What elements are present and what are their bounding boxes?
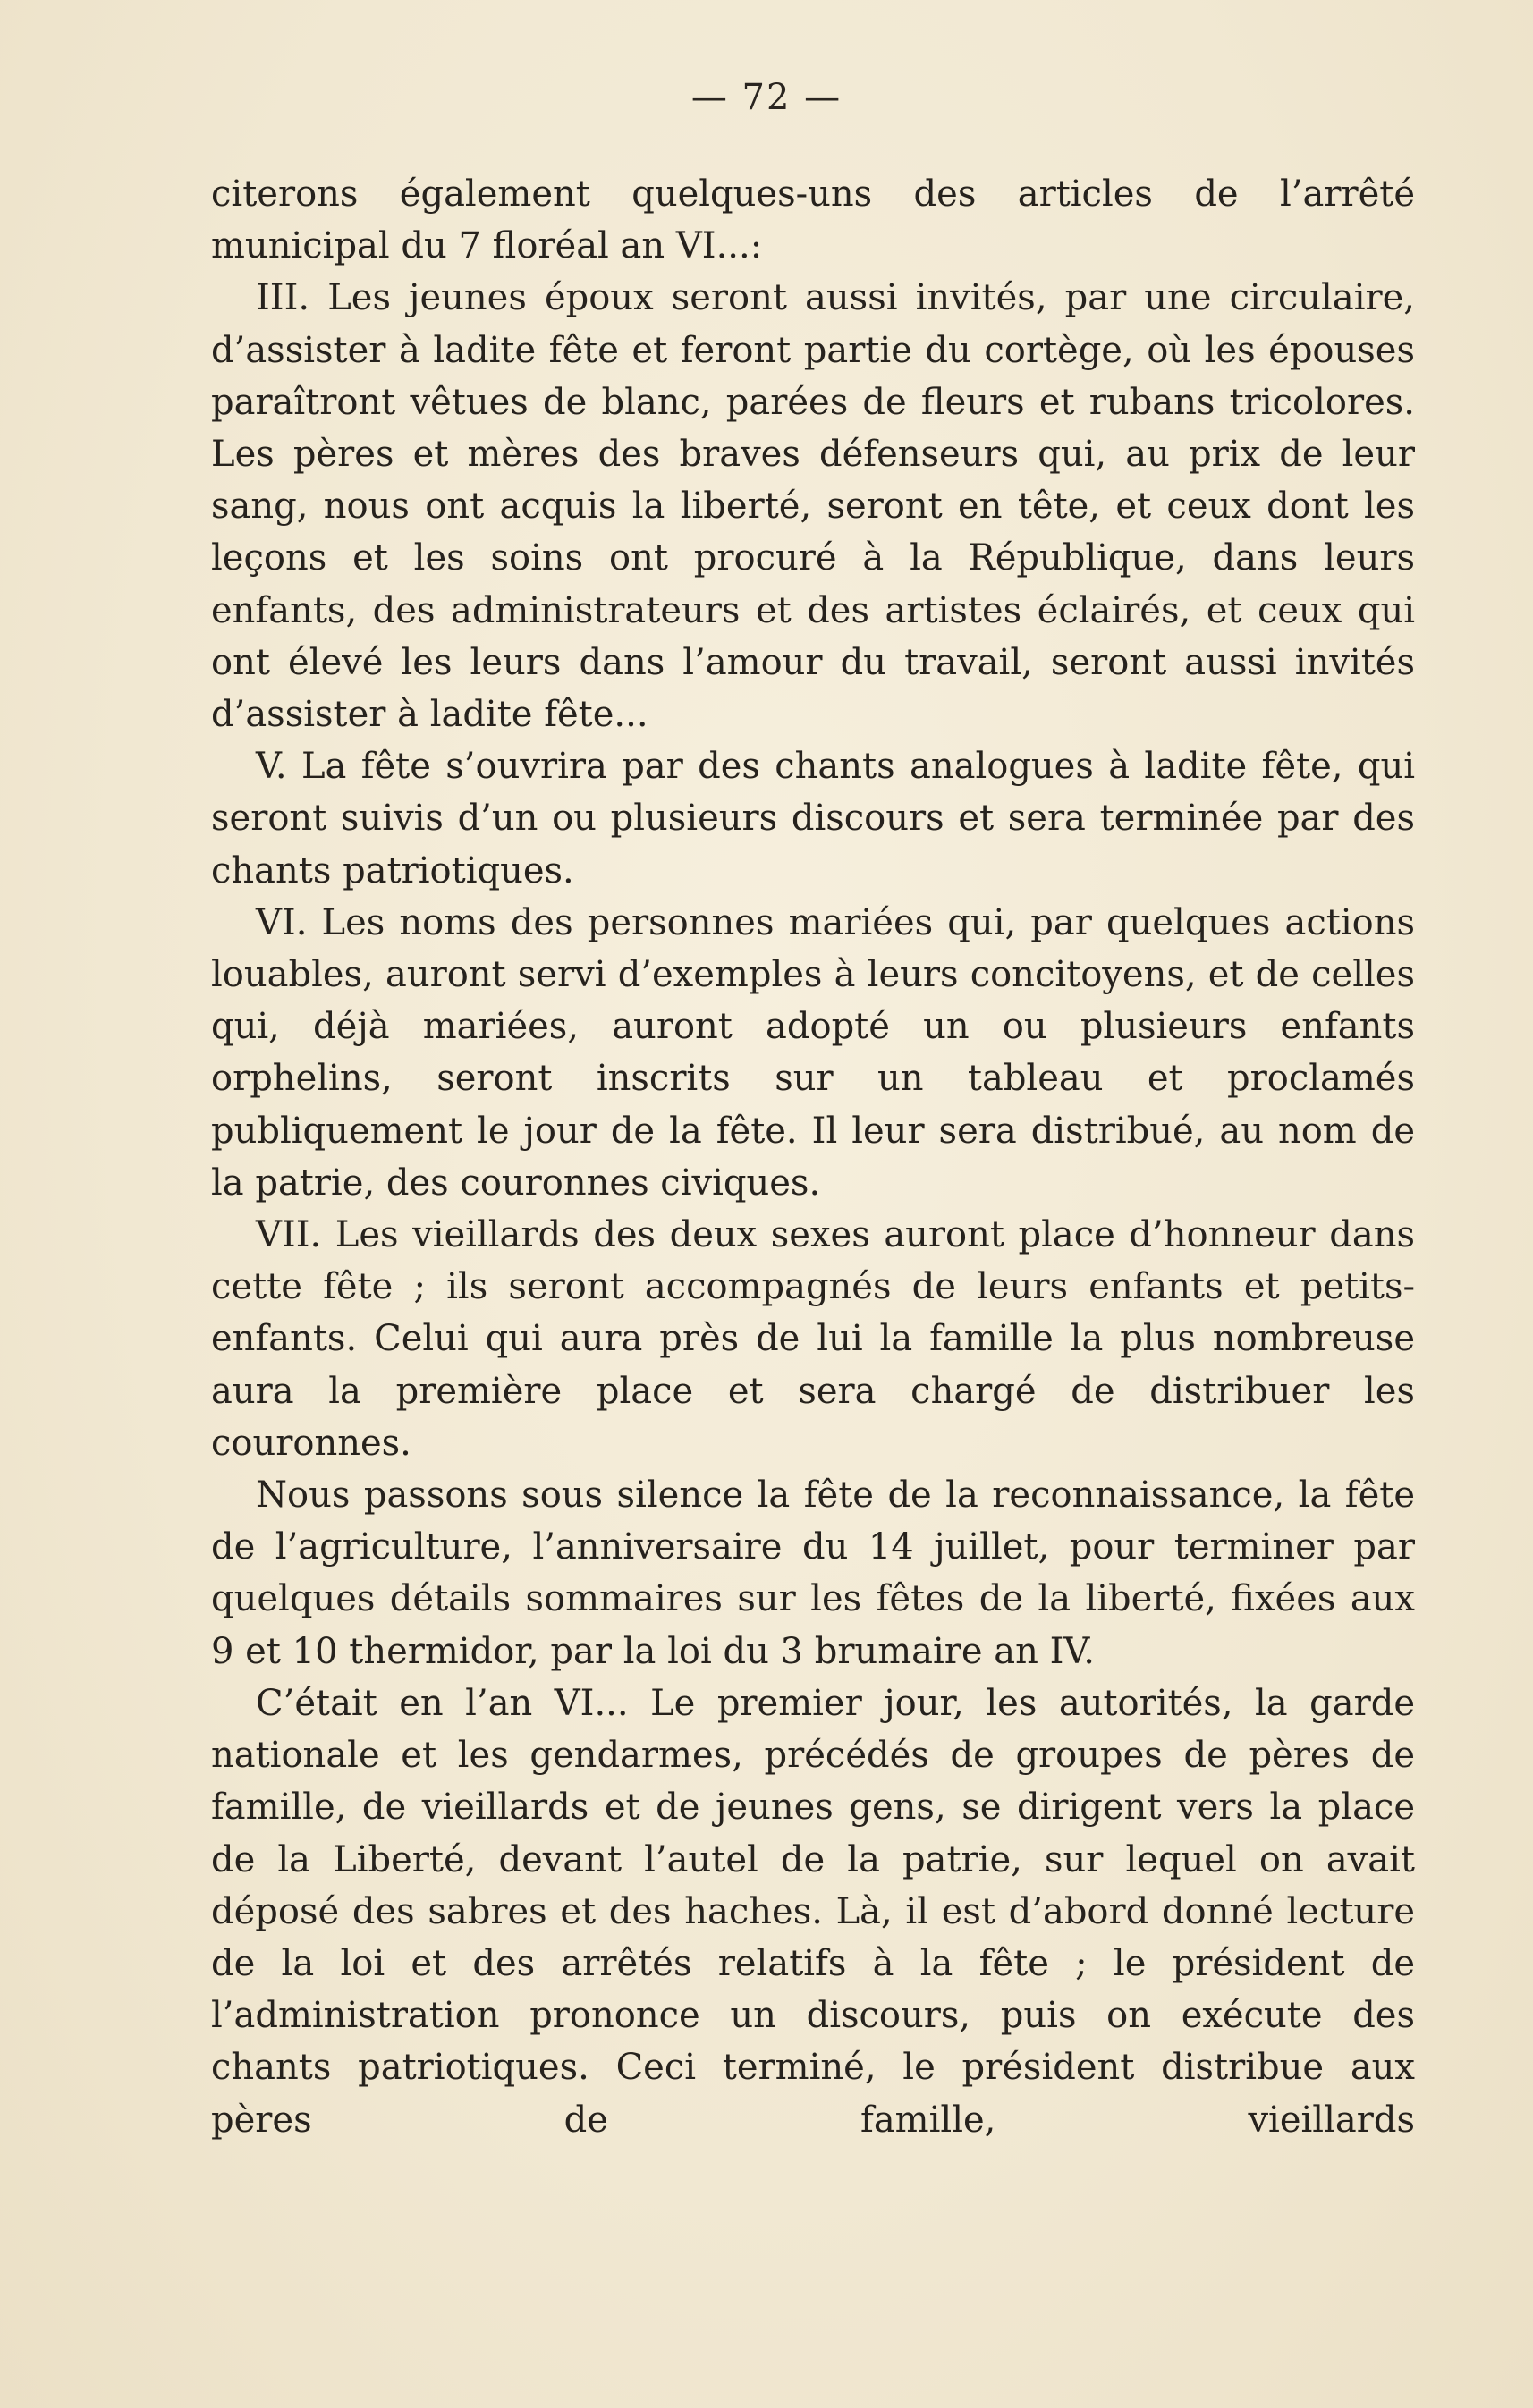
paragraph-article-vii: VII. Les vieillards des deux sexes auront place d’honneur dans cette fête ; ils seront accompagnés de leurs enfants et petits-enfants. Celui qui aura près de lui la famille la plus nombreuse aura la première place et sera chargé de distribuer les couronnes.	[211, 1214, 1415, 1464]
paragraph-continuation: citerons également quelques-uns des articles de l’arrêté municipal du 7 floréal an VI...:	[211, 173, 1415, 267]
body-text	[211, 168, 1415, 2146]
paragraph-article-vi: VI. Les noms des personnes mariées qui, par quelques actions louables, auront servi d’exemples à leurs concitoyens, et de celles qui, déjà mariées, auront adopté un ou plusieurs enfants orphelins, seront inscrits sur un tableau et proclamés publiquement le jour de la fête. Il leur sera distribué, au nom de la patrie, des couronnes civiques.	[211, 901, 1415, 1204]
paragraph-article-v: V. La fête s’ouvrira par des chants analogues à ladite fête, qui seront suivis d’un ou plusieurs discours et sera terminée par des chants patriotiques.	[211, 746, 1415, 891]
paragraph-an-vi: C’était en l’an VI... Le premier jour, les autorités, la garde nationale et les gendarmes, précédés de groupes de pères de famille, de vieillards et de jeunes gens, se dirigent vers la place de la Liberté, devant l’autel de la patrie, sur lequel on avait déposé des sabres et des haches. Là, il est d’abord donné lecture de la loi et des arrêtés relatifs à la fête ; le président de l’administration prononce un discours, puis on exécute des chants patriotiques. Ceci terminé, le président distribue aux pères de famille, vieillards	[211, 1682, 1415, 2141]
page-number: — 72 —	[690, 77, 843, 118]
paragraph-fetes: Nous passons sous silence la fête de la reconnaissance, la fête de l’agriculture, l’anniversaire du 14 juillet, pour terminer par quelques détails sommaires sur les fêtes de la liberté, fixées aux 9 et 10 thermidor, par la loi du 3 brumaire an IV.	[211, 1474, 1415, 1672]
paragraph-article-iii: III. Les jeunes époux seront aussi invités, par une circulaire, d’assister à ladite fête et feront partie du cortège, où les épouses paraîtront vêtues de blanc, parées de fleurs et rubans tricolores. Les pères et mères des braves défenseurs qui, au prix de leur sang, nous ont acquis la liberté, seront en tête, et ceux dont les leçons et les soins ont procuré à la République, dans leurs enfants, des administrateurs et des artistes éclairés, et ceux qui ont élevé les leurs dans l’amour du travail, seront aussi invités d’assister à ladite fête...	[211, 277, 1415, 736]
